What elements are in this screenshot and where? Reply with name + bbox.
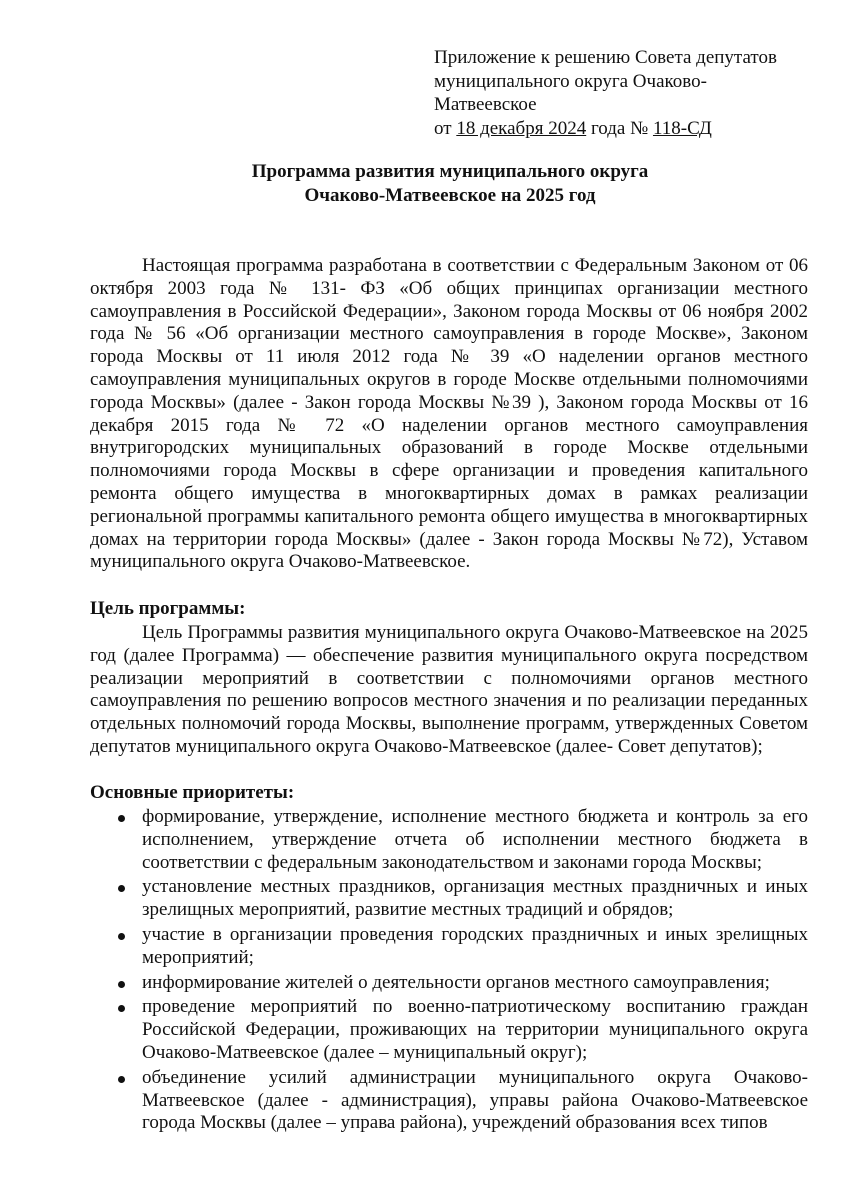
title-line-2: Очаково-Матвеевское на 2025 год	[304, 184, 596, 206]
intro-paragraph: Настоящая программа разработана в соответствии с Федеральным Законом от 06 октября 2003 года № 131- ФЗ «Об общих принципах организации местного самоуправления в Российской Федерации», Законом города Москвы от 06 ноября 2002 года № 56 «Об организации местного самоуправления в городе Москве», Законом города Москвы от 11 июля 2012 года № 39 «О наделении органов местного самоуправления муниципальных округов в городе Москве отдельными полномочиями города Москвы» (далее - Закон города Москвы №39 ), Законом города Москвы от 16 декабря 2015 года № 72 «О наделении органов местного самоуправления внутригородских муниципальных образований в городе Москве отдельными полномочиями города Москвы в сфере организации и проведения капитального ремонта общего имущества в многоквартирных домах в рамках реализации региональной программы капитального ремонта общего имущества в многоквартирных домах на территории города Москвы» (далее - Закон города Москвы №72), Уставом муниципального округа Очаково-Матвеевское.	[90, 255, 808, 573]
attachment-line-2: муниципального округа Очаково-	[434, 70, 707, 92]
list-item	[90, 1067, 808, 1135]
goal-heading: Цель программы:	[90, 598, 246, 619]
bullet-icon	[118, 933, 125, 940]
date-prefix: от	[434, 117, 457, 139]
attachment-date-line	[434, 117, 814, 141]
list-item-text: информирование жителей о деятельности органов местного самоуправления;	[142, 971, 770, 993]
title-line-1: Программа развития муниципального округа	[251, 161, 649, 182]
goal-paragraph: Цель Программы развития муниципального округа Очаково-Матвеевское на 2025 год (далее Программа) — обеспечение развития муниципального округа посредством реализации мероприятий в соответствии с полномочиями органов местного самоуправления по решению вопросов местного значения и по реализации переданных отдельных полномочий города Москвы, выполнение программ, утвержденных Советом депутатов муниципального округа Очаково-Матвеевское (далее- Совет депутатов);	[90, 622, 808, 757]
document-title	[120, 160, 780, 207]
list-item-text: проведение мероприятий по военно-патриотическому воспитанию граждан Российской Федерации, проживающих на территории муниципального округа Очаково-Матвеевское (далее – муниципальный округ);	[142, 996, 808, 1063]
priorities-heading: Основные приоритеты:	[90, 782, 295, 803]
attachment-header	[434, 46, 814, 140]
decision-number: 118-СД	[652, 117, 712, 139]
bullet-icon	[118, 885, 125, 892]
list-item	[90, 806, 808, 874]
list-item	[90, 924, 808, 970]
decision-date: 18 декабря 2024	[456, 117, 587, 139]
list-item-text: формирование, утверждение, исполнение местного бюджета и контроль за его исполнением, утверждение отчета об исполнении местного бюджета в соответствии с федеральным законодательством и законами города Москвы;	[142, 806, 808, 873]
bullet-icon	[118, 1005, 125, 1012]
attachment-line-1: Приложение к решению Совета депутатов	[434, 47, 777, 68]
list-item-text: объединение усилий администрации муниципального округа Очаково-Матвеевское (далее - администрация), управы района Очаково-Матвеевское города Москвы (далее – управа района), учреждений образования всех типов	[142, 1066, 808, 1134]
list-item	[90, 876, 808, 922]
list-item-text: участие в организации проведения городских праздничных и иных зрелищных мероприятий;	[142, 923, 808, 968]
date-mid: года №	[586, 117, 653, 139]
list-item-text: установление местных праздников, организация местных праздничных и иных зрелищных мероприятий, развитие местных традиций и обрядов;	[142, 876, 808, 921]
bullet-icon	[118, 815, 125, 822]
attachment-line-3: Матвеевское	[434, 94, 537, 115]
bullet-icon	[118, 1076, 125, 1083]
list-item	[90, 996, 808, 1064]
priorities-list	[90, 806, 808, 1137]
list-item	[90, 972, 808, 995]
bullet-icon	[118, 981, 125, 988]
